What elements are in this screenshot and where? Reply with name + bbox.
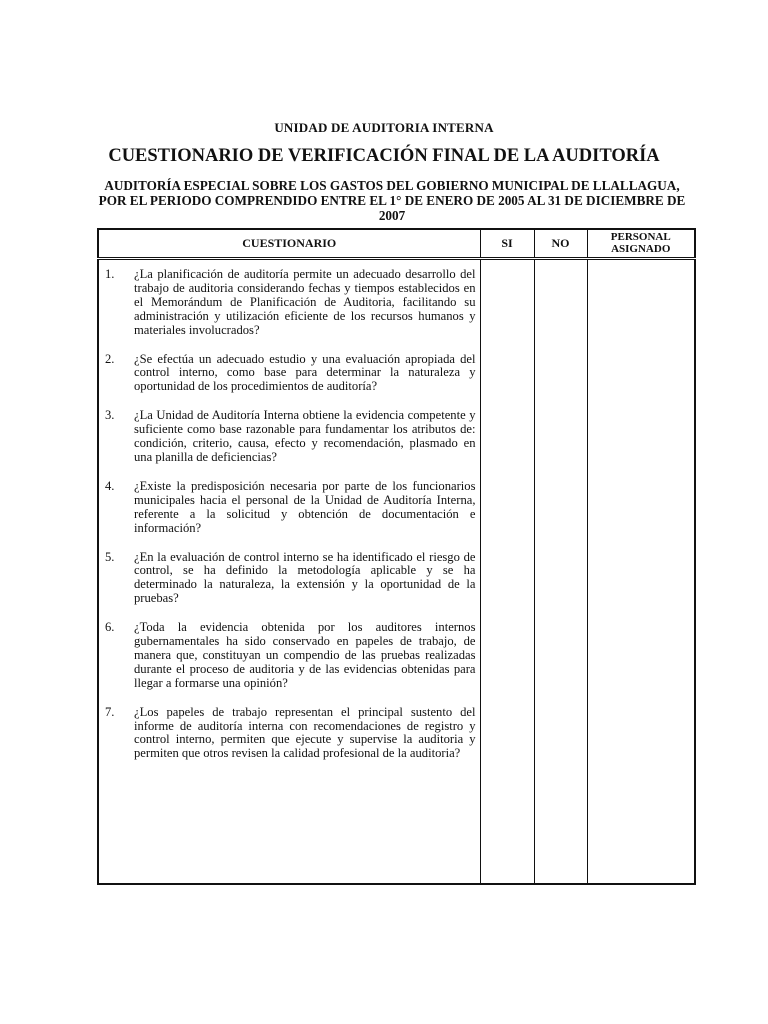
question-item [105, 621, 476, 691]
question-text: ¿Los papeles de trabajo representan el principal sustento del informe de auditoría interna con recomendaciones de registro y control interno, permiten que ejecute y supervise la auditoria y permiten que otros revisen la calidad profesional de la auditoria? [134, 704, 476, 761]
question-number: 4. [105, 478, 115, 493]
column-header-si: SI [480, 229, 534, 259]
questionnaire-table-container [97, 228, 696, 885]
table-body-row [98, 259, 695, 885]
questionnaire-table [97, 228, 696, 885]
question-item [105, 480, 476, 536]
table-header-row [98, 229, 695, 259]
unit-heading: UNIDAD DE AUDITORIA INTERNA [274, 120, 494, 135]
column-header-no: NO [534, 229, 587, 259]
document-subtitle: AUDITORÍA ESPECIAL SOBRE LOS GASTOS DEL GOBIERNO MUNICIPAL DE LLALLAGUA, POR EL PERIODO COMPRENDIDO ENTRE EL 1° DE ENERO DE 2005 AL 31 DE DICIEMBRE DE 2007 [98, 178, 686, 223]
question-number: 5. [105, 549, 115, 564]
question-text: ¿Existe la predisposición necesaria por parte de los funcionarios municipales hacia el personal de la Unidad de Auditoría Interna, referente a la solicitud y obtención de documentación e información? [134, 478, 476, 535]
question-item [105, 268, 476, 338]
si-column-cell[interactable] [480, 259, 534, 885]
question-number: 7. [105, 704, 115, 719]
question-item [105, 409, 476, 465]
question-item [105, 706, 476, 762]
no-column-cell[interactable] [534, 259, 587, 885]
personal-asignado-column-cell[interactable] [587, 259, 695, 885]
question-text: ¿Se efectúa un adecuado estudio y una evaluación apropiada del control interno, como base para determinar la naturaleza y oportunidad de los procedimientos de auditoría? [134, 351, 476, 394]
question-list [99, 260, 480, 761]
question-text: ¿La Unidad de Auditoría Interna obtiene la evidencia competente y suficiente como base razonable para fundamentar los atributos de: condición, criterio, causa, efecto y recomendación, plasmado en una planilla de deficiencias? [134, 408, 476, 464]
question-number: 2. [105, 351, 115, 366]
question-number: 3. [105, 408, 115, 423]
questions-cell [98, 259, 480, 885]
question-number: 1. [105, 267, 115, 281]
question-item [105, 551, 476, 607]
column-header-cuestionario: CUESTIONARIO [98, 229, 480, 259]
question-text: ¿La planificación de auditoría permite un adecuado desarrollo del trabajo de auditoria considerando fechas y tiempos establecidos en el Memorándum de Planificación de Auditoria, facilitando su administración y utilización eficiente de los recursos humanos y materiales involucrados? [134, 267, 476, 337]
question-text: ¿En la evaluación de control interno se ha identificado el riesgo de control, se ha definido la metodología aplicable y se ha determinado la naturaleza, la extensión y la oportunidad de la pruebas? [134, 549, 476, 606]
question-item [105, 353, 476, 395]
question-text: ¿Toda la evidencia obtenida por los auditores internos gubernamentales ha sido conservado en papeles de trabajo, de manera que, constituyan un compendio de las pruebas realizadas durante el proceso de auditoria y de las evidencias obtenidas para llegar a formarse una opinión? [134, 620, 476, 690]
question-number: 6. [105, 620, 115, 635]
document-title: CUESTIONARIO DE VERIFICACIÓN FINAL DE LA AUDITORÍA [108, 146, 660, 166]
column-header-personal-asignado: PERSONAL ASIGNADO [587, 229, 695, 259]
